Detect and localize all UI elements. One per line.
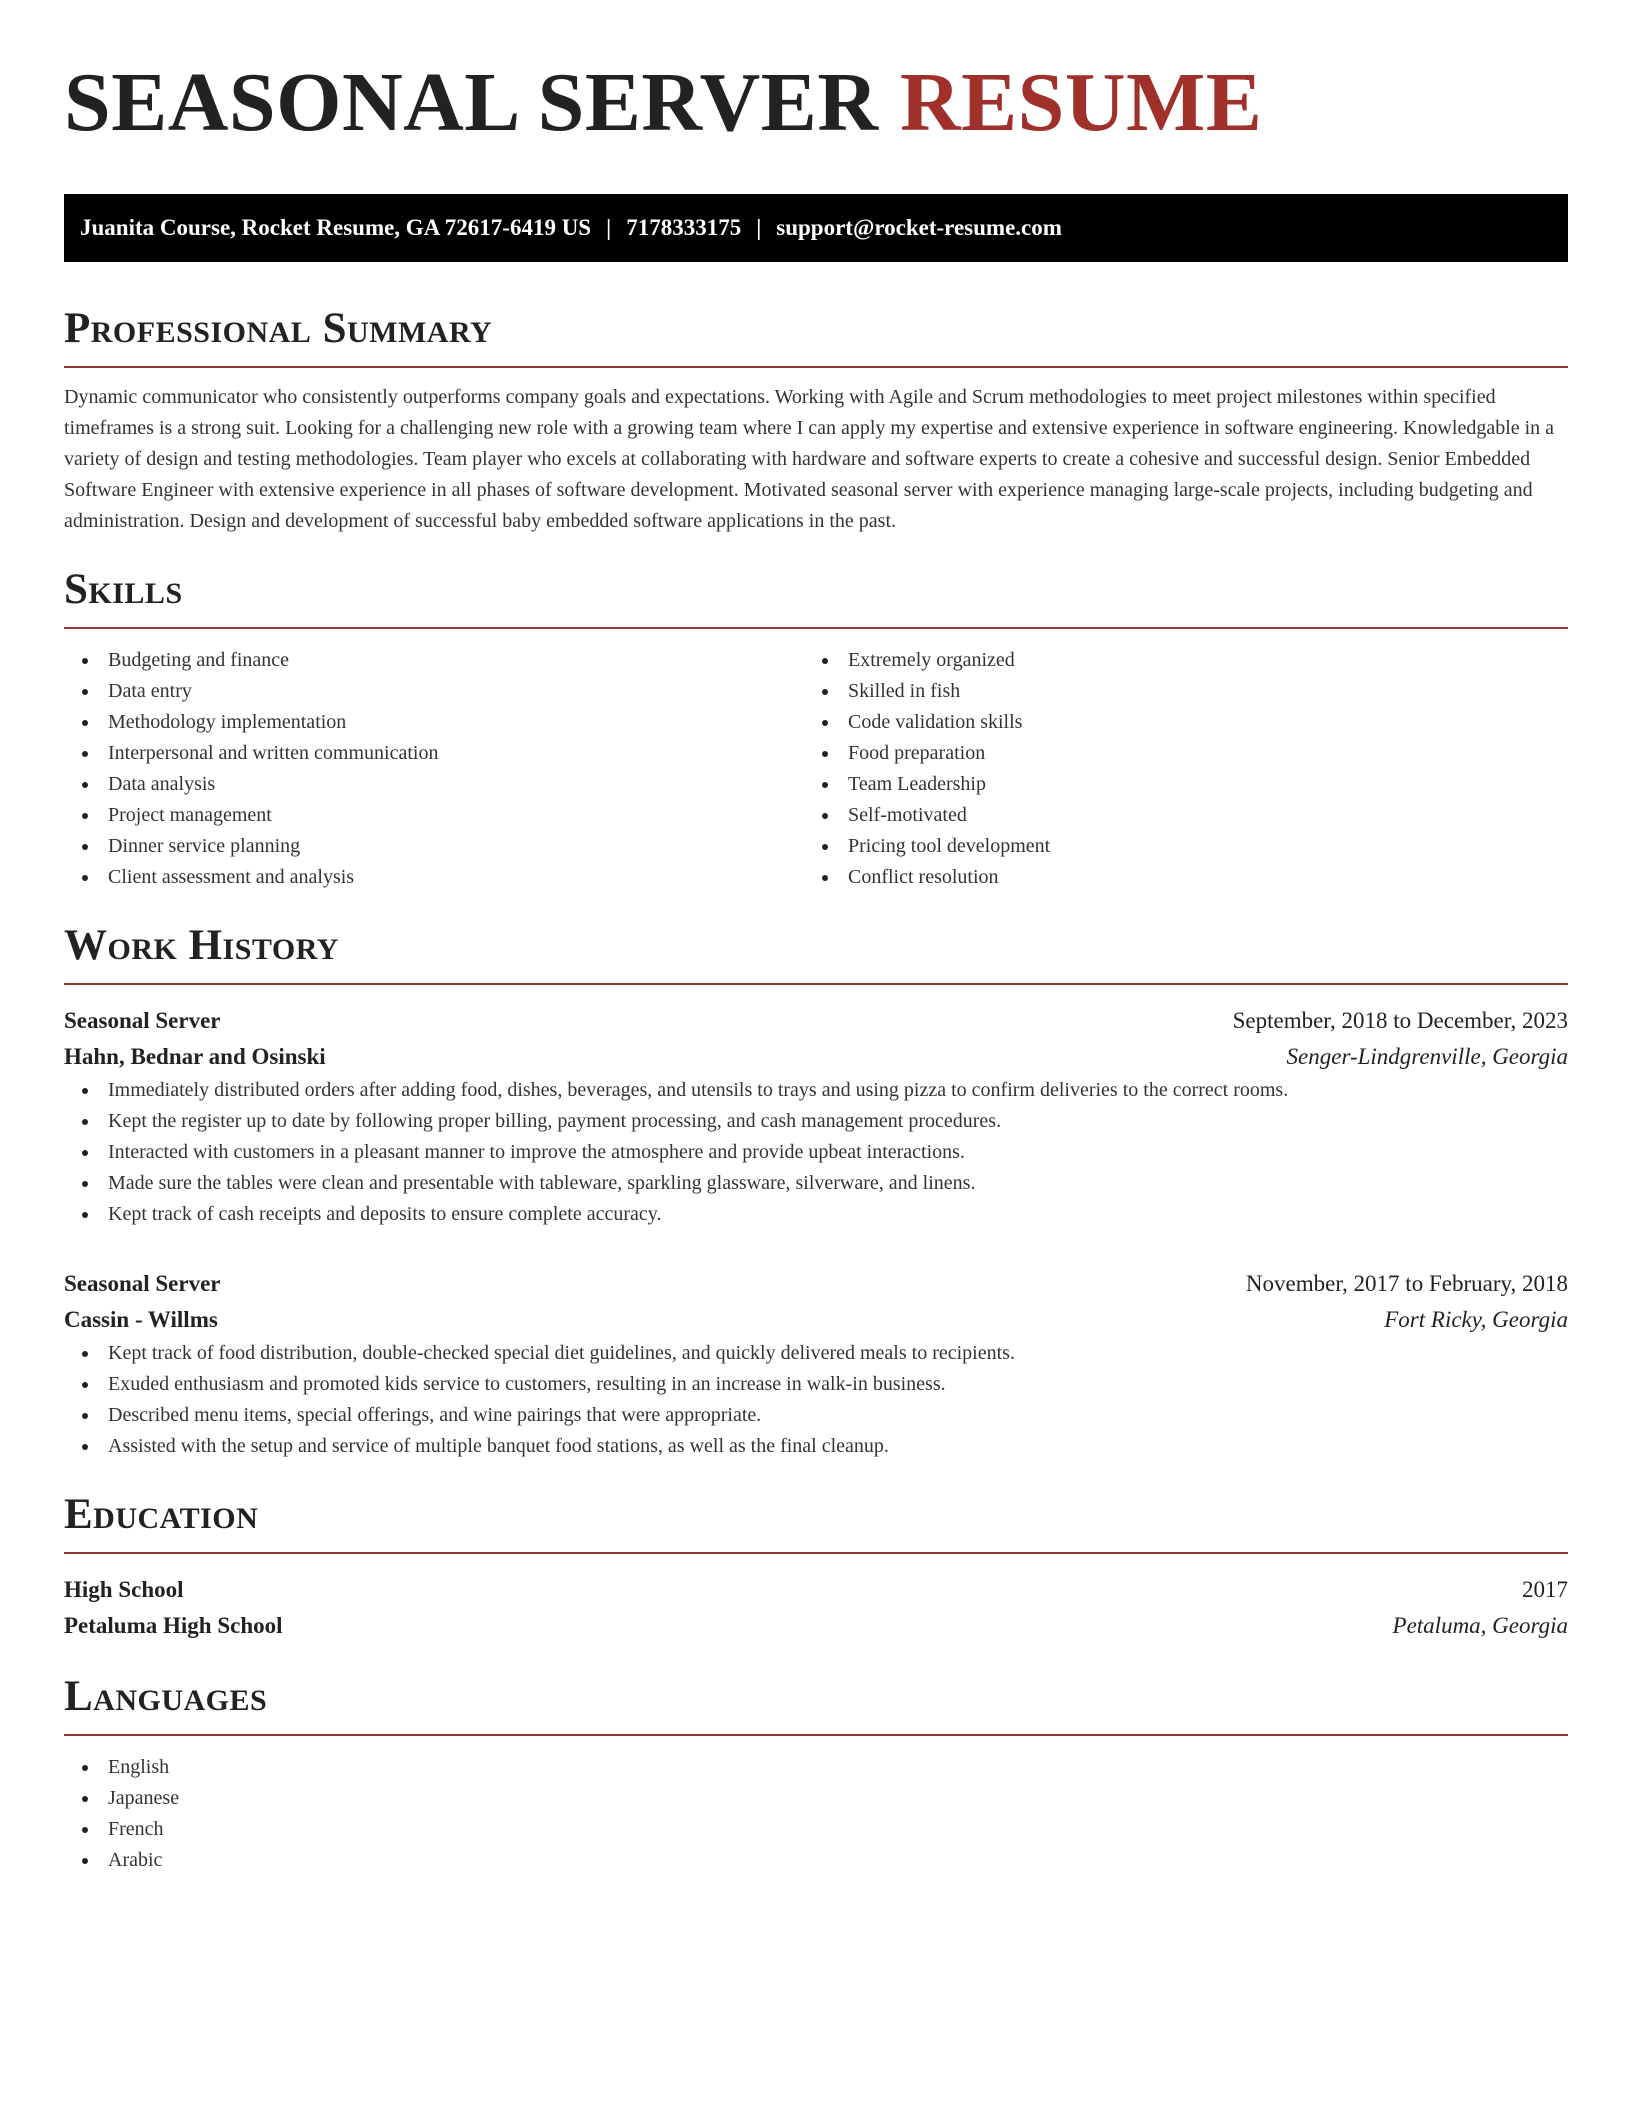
contact-address: Juanita Course, Rocket Resume, GA 72617-6419 US [80,215,592,240]
job-header [64,1266,1568,1302]
language-item: French [64,1814,1568,1845]
contact-phone: 7178333175 [626,215,742,240]
skill-item: Code validation skills [804,707,1544,738]
contact-separator: | [606,215,612,240]
education-degree: High School [64,1577,184,1602]
language-item: Arabic [64,1845,1568,1876]
section-divider [64,627,1568,629]
skill-item: Skilled in fish [804,676,1544,707]
education-location: Petaluma, Georgia [1392,1613,1568,1638]
education-section [64,1490,1568,1644]
languages-section [64,1672,1568,1876]
skill-item: Extremely organized [804,645,1544,676]
skill-item: Pricing tool development [804,831,1544,862]
job-duty-item: Interacted with customers in a pleasant manner to improve the atmosphere and provide upbeat interactions. [64,1137,1568,1168]
summary-heading: Professional Summary [64,305,493,352]
skill-item: Conflict resolution [804,862,1544,893]
skills-list-left [64,645,804,893]
summary-text: Dynamic communicator who consistently outperforms company goals and expectations. Working with Agile and Scrum methodologies to meet project milestones within specified timeframes is a strong suit. Looking for a challenging new role with a growing team where I can apply my expertise and extensive experience in software engineering. Knowledgable in a variety of design and testing methodologies. Team player who excels at collaborating with hardware and software experts to create a cohesive and successful design. Senior Embedded Software Engineer with extensive experience in all phases of software development. Motivated seasonal server with experience managing large-scale projects, including budgeting and administration. Design and development of successful baby embedded software applications in the past. [64,386,1555,532]
skill-item: Team Leadership [804,769,1544,800]
skills-heading: Skills [64,566,183,613]
language-item: English [64,1752,1568,1783]
job-duties [64,1075,1568,1230]
job-company: Cassin - Willms [64,1307,218,1332]
job-location: Fort Ricky, Georgia [1384,1307,1568,1332]
job-title: Seasonal Server [64,1271,221,1296]
job-dates: September, 2018 to December, 2023 [1232,1008,1568,1033]
job-location: Senger-Lindgrenville, Georgia [1286,1044,1568,1069]
work-history-section [64,921,1568,1462]
section-divider [64,983,1568,985]
job-entry [64,1003,1568,1230]
work-history-heading: Work History [64,922,339,969]
job-dates: November, 2017 to February, 2018 [1245,1271,1568,1296]
job-duty-item: Immediately distributed orders after adding food, dishes, beverages, and utensils to trays and using pizza to confirm deliveries to the correct rooms. [64,1075,1568,1106]
skill-item: Self-motivated [804,800,1544,831]
education-header [64,1572,1568,1608]
skill-item: Interpersonal and written communication [64,738,804,769]
job-subheader [64,1039,1568,1075]
title-accent: RESUME [899,56,1263,149]
job-duty-item: Exuded enthusiasm and promoted kids service to customers, resulting in an increase in walk-in business. [64,1369,1568,1400]
job-duty-item: Kept track of cash receipts and deposits to ensure complete accuracy. [64,1199,1568,1230]
job-title: Seasonal Server [64,1008,221,1033]
skill-item: Data analysis [64,769,804,800]
skill-item: Dinner service planning [64,831,804,862]
skill-item: Data entry [64,676,804,707]
job-duty-item: Made sure the tables were clean and presentable with tableware, sparkling glassware, silverware, and linens. [64,1168,1568,1199]
education-heading: Education [64,1491,259,1538]
language-item: Japanese [64,1783,1568,1814]
skills-list-right [804,645,1544,893]
contact-bar [64,194,1568,262]
skill-item: Project management [64,800,804,831]
skill-item: Client assessment and analysis [64,862,804,893]
languages-list [64,1752,1568,1876]
job-company: Hahn, Bednar and Osinski [64,1044,326,1069]
skill-item: Budgeting and finance [64,645,804,676]
resume-title [64,52,1568,154]
job-duty-item: Assisted with the setup and service of multiple banquet food stations, as well as the final cleanup. [64,1431,1568,1462]
section-divider [64,1552,1568,1554]
job-duty-item: Kept track of food distribution, double-checked special diet guidelines, and quickly delivered meals to recipients. [64,1338,1568,1369]
job-subheader [64,1302,1568,1338]
title-main: SEASONAL SERVER [64,56,879,149]
contact-separator: | [756,215,762,240]
education-school: Petaluma High School [64,1613,283,1638]
section-divider [64,1734,1568,1736]
skills-section [64,565,1568,893]
education-year: 2017 [1522,1577,1568,1602]
education-entry [64,1572,1568,1644]
education-subheader [64,1608,1568,1644]
languages-heading: Languages [64,1673,268,1720]
job-header [64,1003,1568,1039]
skill-item: Food preparation [804,738,1544,769]
summary-section [64,304,1568,537]
skills-grid [64,645,1568,893]
job-entry [64,1266,1568,1462]
contact-email[interactable]: support@rocket-resume.com [776,215,1062,240]
section-divider [64,366,1568,368]
job-duties [64,1338,1568,1462]
job-duty-item: Described menu items, special offerings, and wine pairings that were appropriate. [64,1400,1568,1431]
skill-item: Methodology implementation [64,707,804,738]
job-duty-item: Kept the register up to date by following proper billing, payment processing, and cash management procedures. [64,1106,1568,1137]
